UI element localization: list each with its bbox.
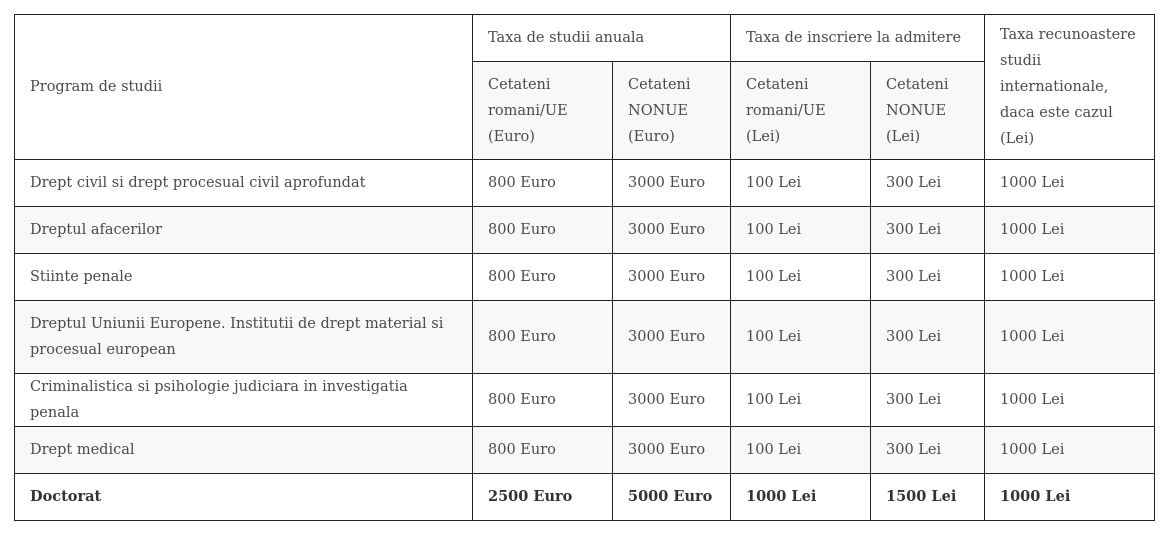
cell-admission-eu: 1000 Lei <box>731 474 871 521</box>
header-program: Program de studii <box>15 15 473 160</box>
cell-admission-noneu: 300 Lei <box>871 160 985 207</box>
cell-program: Doctorat <box>15 474 473 521</box>
header-recognition-fee: Taxa recunoastere studii internationale, daca este cazul (Lei) <box>985 15 1155 160</box>
cell-admission-noneu: 300 Lei <box>871 301 985 374</box>
cell-admission-eu: 100 Lei <box>731 160 871 207</box>
cell-annual-noneu: 3000 Euro <box>613 301 731 374</box>
cell-admission-eu: 100 Lei <box>731 374 871 427</box>
cell-annual-eu: 800 Euro <box>473 427 613 474</box>
cell-recognition: 1000 Lei <box>985 374 1155 427</box>
cell-annual-noneu: 3000 Euro <box>613 427 731 474</box>
cell-annual-noneu: 5000 Euro <box>613 474 731 521</box>
cell-admission-noneu: 300 Lei <box>871 207 985 254</box>
cell-admission-noneu: 300 Lei <box>871 254 985 301</box>
cell-recognition: 1000 Lei <box>985 427 1155 474</box>
cell-admission-eu: 100 Lei <box>731 207 871 254</box>
cell-admission-noneu: 300 Lei <box>871 427 985 474</box>
table-row <box>15 301 1155 374</box>
cell-program: Drept civil si drept procesual civil aprofundat <box>15 160 473 207</box>
cell-annual-noneu: 3000 Euro <box>613 254 731 301</box>
cell-program: Dreptul Uniunii Europene. Institutii de drept material si procesual european <box>15 301 473 374</box>
cell-admission-eu: 100 Lei <box>731 427 871 474</box>
table-row <box>15 374 1155 427</box>
cell-annual-noneu: 3000 Euro <box>613 160 731 207</box>
cell-admission-noneu: 300 Lei <box>871 374 985 427</box>
cell-annual-eu: 800 Euro <box>473 160 613 207</box>
cell-admission-noneu: 1500 Lei <box>871 474 985 521</box>
cell-annual-eu: 800 Euro <box>473 301 613 374</box>
cell-recognition: 1000 Lei <box>985 207 1155 254</box>
header-annual-noneu: Cetateni NONUE (Euro) <box>613 62 731 160</box>
header-admission-noneu: Cetateni NONUE (Lei) <box>871 62 985 160</box>
cell-admission-eu: 100 Lei <box>731 254 871 301</box>
cell-program: Drept medical <box>15 427 473 474</box>
cell-recognition: 1000 Lei <box>985 254 1155 301</box>
cell-annual-eu: 800 Euro <box>473 254 613 301</box>
header-row-top <box>15 15 1155 62</box>
cell-annual-eu: 800 Euro <box>473 374 613 427</box>
cell-program: Dreptul afacerilor <box>15 207 473 254</box>
header-annual-fee: Taxa de studii anuala <box>473 15 731 62</box>
cell-program: Stiinte penale <box>15 254 473 301</box>
header-annual-eu: Cetateni romani/UE (Euro) <box>473 62 613 160</box>
cell-recognition: 1000 Lei <box>985 301 1155 374</box>
header-admission-fee: Taxa de inscriere la admitere <box>731 15 985 62</box>
cell-admission-eu: 100 Lei <box>731 301 871 374</box>
cell-program: Criminalistica si psihologie judiciara in investigatia penala <box>15 374 473 427</box>
cell-recognition: 1000 Lei <box>985 160 1155 207</box>
cell-annual-noneu: 3000 Euro <box>613 374 731 427</box>
fees-table <box>14 14 1155 521</box>
header-admission-eu: Cetateni romani/UE (Lei) <box>731 62 871 160</box>
table-row <box>15 160 1155 207</box>
cell-annual-eu: 800 Euro <box>473 207 613 254</box>
table-row <box>15 427 1155 474</box>
table-row <box>15 207 1155 254</box>
cell-annual-eu: 2500 Euro <box>473 474 613 521</box>
table-row <box>15 474 1155 521</box>
table-row <box>15 254 1155 301</box>
cell-recognition: 1000 Lei <box>985 474 1155 521</box>
cell-annual-noneu: 3000 Euro <box>613 207 731 254</box>
